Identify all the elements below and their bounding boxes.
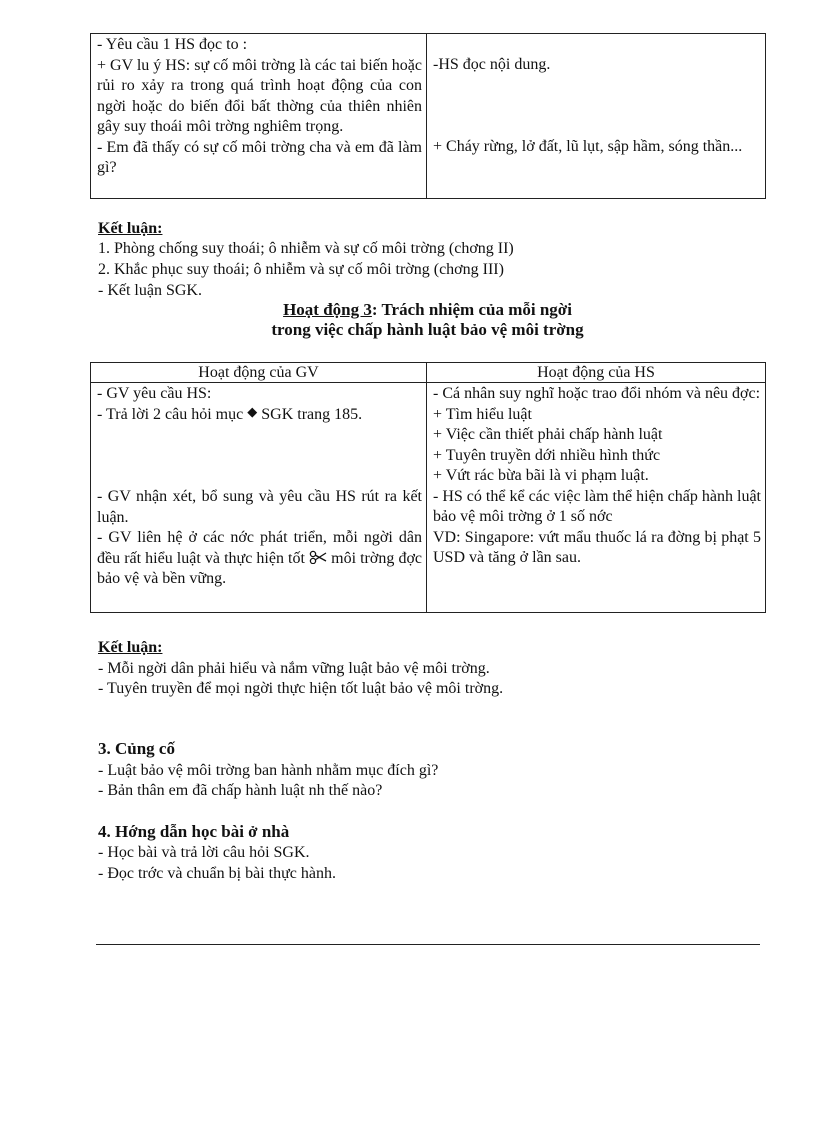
gv-line: - GV nhận xét, bổ sung và yêu cầu HS rút ra kết luận. (97, 488, 422, 526)
table1-left-line: + GV lu ý HS: sự cố môi trờng là các tai biến hoặc rủi ro xảy ra trong quá trình hoạt động của con ngời hoặc do biến đổi bất thờng của thiên nhiên gây suy thoái môi trờng nghiêm trọng. (97, 56, 422, 135)
section3-line: - Luật bảo vệ môi trờng ban hành nhằm mục đích gì? (98, 762, 439, 779)
conclusion-heading: Kết luận: (98, 639, 163, 656)
hs-line: - HS có thể kể các việc làm thể hiện chấp hành luật bảo vệ môi trờng ở 1 số nớc (433, 487, 761, 525)
small-diamond-icon: ◆ (247, 403, 258, 419)
conclusion-line: - Mỗi ngời dân phải hiểu và nắm vững luật bảo vệ môi trờng. (98, 660, 490, 677)
conclusion-line: 2. Khắc phục suy thoái; ô nhiễm và sự cố môi trờng (chơng III) (98, 261, 504, 278)
table1-left-line: - Yêu cầu 1 HS đọc to : (97, 36, 248, 53)
gv-cell (91, 383, 427, 613)
table1-left-line: - Em đã thấy có sự cố môi trờng cha và em đã làm gì? (97, 138, 422, 176)
hs-cell (427, 383, 766, 613)
section4-line: - Đọc trớc và chuẩn bị bài thực hành. (98, 865, 336, 882)
conclusion-line: 1. Phòng chống suy thoái; ô nhiễm và sự cố môi trờng (chơng II) (98, 240, 514, 257)
activity3-label: Hoạt động 3 (283, 300, 372, 319)
hs-line: VD: Singapore: vứt mẩu thuốc lá ra đờng bị phạt 5 USD và tăng ở lần sau. (433, 528, 761, 566)
section3-title: 3. Củng cố (98, 739, 175, 758)
section3-line: - Bản thân em đã chấp hành luật nh thế nào? (98, 782, 383, 799)
table1-left-cell (91, 34, 427, 199)
activity3-title (90, 300, 765, 320)
gv-line (97, 528, 422, 590)
hs-line: + Vứt rác bừa bãi là vi phạm luật. (433, 467, 649, 484)
hs-line: + Tìm hiểu luật (433, 405, 532, 423)
activity-table-continued (90, 33, 766, 199)
table1-right-line: + Cháy rừng, lở đất, lũ lụt, sập hầm, sóng thần... (433, 137, 743, 155)
gv-question-ref: SGK trang 185. (261, 405, 363, 423)
hs-line: + Việc cần thiết phải chấp hành luật (433, 426, 663, 443)
gv-relate-text-end: môi trờng đợc bảo vệ và bền vững. (97, 549, 422, 587)
header-hs: Hoạt động của HS (427, 363, 766, 383)
gv-line: - GV yêu cầu HS: (97, 385, 212, 402)
conclusion-line: - Kết luận SGK. (98, 282, 202, 299)
section4-line: - Học bài và trả lời câu hỏi SGK. (98, 844, 310, 861)
gv-question-text: - Trả lời 2 câu hỏi mục (97, 405, 244, 423)
gv-relate-text: - GV liên hệ ở các nớc phát triển, mỗi ngời dân đều rất hiểu luật và thực hiện tốt (97, 529, 422, 567)
activity3-table (90, 362, 766, 613)
header-gv: Hoạt động của GV (91, 363, 427, 383)
hs-line: - Cá nhân suy nghĩ hoặc trao đổi nhóm và nêu đợc: (433, 385, 761, 402)
conclusion-line: - Tuyên truyền để mọi ngời thực hiện tốt luật bảo vệ môi trờng. (98, 680, 504, 697)
scissors-icon (309, 550, 327, 564)
hs-line: + Tuyên truyền dới nhiều hình thức (433, 446, 661, 464)
activity3-subtitle: trong việc chấp hành luật bảo vệ môi trờng (271, 320, 584, 339)
footer-divider (96, 944, 760, 945)
gv-line (97, 405, 422, 426)
table1-right-line: -HS đọc nội dung. (433, 56, 551, 73)
activity3-title-rest: : Trách nhiệm của mỗi ngời (371, 300, 572, 319)
section4-title: 4. Hớng dẫn học bài ở nhà (98, 822, 290, 841)
conclusion-heading: Kết luận: (98, 220, 163, 237)
table1-right-cell (427, 34, 766, 199)
